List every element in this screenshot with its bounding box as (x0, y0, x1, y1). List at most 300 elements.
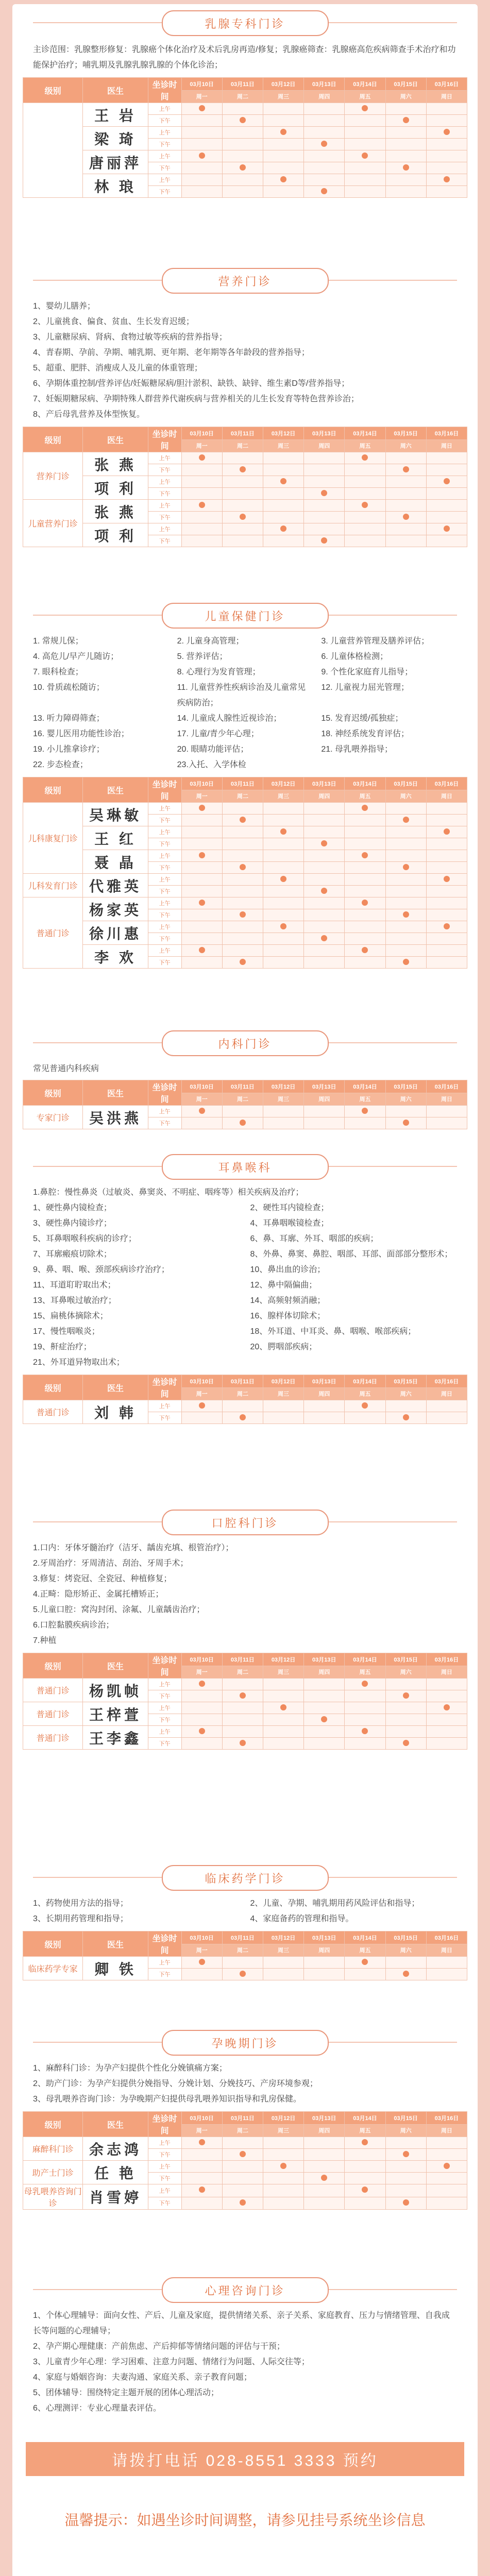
slot-cell (385, 945, 426, 957)
slot-cell[interactable] (426, 826, 467, 838)
list-item: 3.修复：烤瓷冠、全瓷冠、种植修复； (33, 1574, 172, 1583)
slot-cell[interactable] (304, 886, 345, 897)
slot-cell (222, 1400, 263, 1412)
slot-cell[interactable] (385, 1738, 426, 1750)
slot-cell (385, 1106, 426, 1117)
period-label: 上午 (148, 500, 181, 512)
list-item: 1.口内：牙体牙髓治疗（洁牙、龋齿充填、根管治疗）； (33, 1544, 234, 1552)
slot-cell (304, 1412, 345, 1424)
slot-cell[interactable] (385, 1412, 426, 1424)
col-head-doctor: 医生 (83, 427, 148, 452)
list-item: 15. 发育迟缓/孤独症； (321, 714, 403, 723)
available-dot-icon (362, 152, 368, 159)
doctor-name[interactable]: 王 红 (83, 826, 148, 850)
doctor-name[interactable]: 聂 晶 (83, 850, 148, 874)
slot-cell[interactable] (304, 838, 345, 850)
period-label: 下午 (148, 2197, 181, 2210)
slot-cell (181, 874, 222, 886)
slot-cell (263, 2197, 303, 2210)
date-header: 03月11日 (222, 2112, 263, 2125)
date-header: 03月11日 (222, 1653, 263, 1666)
slot-cell (304, 500, 345, 512)
slot-cell (426, 2197, 467, 2210)
slot-cell[interactable] (385, 815, 426, 826)
slot-cell[interactable] (385, 115, 426, 127)
weekday-header: 周一 (181, 2124, 222, 2137)
available-dot-icon (362, 2187, 368, 2193)
slot-cell[interactable] (345, 452, 385, 464)
slot-cell[interactable] (426, 523, 467, 535)
available-dot-icon (444, 2163, 450, 2169)
slot-cell[interactable] (181, 500, 222, 512)
schedule-grid (23, 427, 467, 547)
slot-cell (345, 886, 385, 897)
slot-cell (304, 897, 345, 909)
slot-cell (426, 535, 467, 547)
slot-cell[interactable] (263, 127, 303, 139)
slot-cell[interactable] (181, 1726, 222, 1738)
available-dot-icon (280, 176, 286, 182)
list-item: 4.正畸：隐形矫正、金属托槽矫正； (33, 1590, 164, 1599)
slot-cell[interactable] (263, 476, 303, 488)
item-list (12, 2308, 478, 2416)
available-dot-icon (280, 526, 286, 532)
doctor-name[interactable]: 梁 琦 (83, 127, 148, 150)
slot-cell[interactable] (222, 1412, 263, 1424)
available-dot-icon (280, 923, 286, 929)
doctor-name[interactable]: 王梓萱 (83, 1702, 148, 1726)
slot-cell[interactable] (385, 957, 426, 969)
available-dot-icon (280, 1704, 286, 1710)
list-item: 18、外耳道、中耳炎、鼻、咽喉、喉部疾病； (250, 1327, 416, 1336)
slot-cell[interactable] (345, 150, 385, 162)
slot-cell (426, 500, 467, 512)
slot-cell[interactable] (181, 1957, 222, 1969)
doctor-name[interactable]: 杨凯帧 (83, 1679, 148, 1702)
slot-cell[interactable] (181, 897, 222, 909)
doctor-name[interactable]: 肖雪婷 (83, 2184, 148, 2210)
slot-cell[interactable] (345, 1106, 385, 1117)
slot-cell[interactable] (385, 909, 426, 921)
slot-cell[interactable] (385, 1117, 426, 1129)
date-header: 03月15日 (385, 1375, 426, 1388)
slot-cell (222, 1726, 263, 1738)
slot-cell (345, 909, 385, 921)
doctor-name[interactable]: 刘 韩 (83, 1400, 148, 1424)
list-item: 1、硬性鼻内镜检查； (33, 1204, 112, 1212)
slot-cell[interactable] (345, 500, 385, 512)
slot-cell (385, 1400, 426, 1412)
date-header: 03月11日 (222, 78, 263, 91)
slot-cell (345, 115, 385, 127)
doctor-name[interactable]: 林 琅 (83, 174, 148, 198)
date-header: 03月11日 (222, 777, 263, 790)
slot-cell[interactable] (263, 921, 303, 933)
slot-cell[interactable] (222, 512, 263, 523)
slot-cell[interactable] (222, 1690, 263, 1702)
category-cell: 儿科发育门诊 (23, 874, 83, 897)
slot-cell[interactable] (304, 933, 345, 945)
slot-cell (263, 2173, 303, 2184)
slot-cell (263, 862, 303, 874)
slot-cell (304, 1957, 345, 1969)
list-item: 10、鼻出血的诊治； (250, 1265, 326, 1274)
slot-cell[interactable] (222, 1969, 263, 1980)
slot-cell (345, 933, 385, 945)
slot-cell[interactable] (181, 103, 222, 115)
slot-cell[interactable] (345, 897, 385, 909)
period-label: 下午 (148, 488, 181, 500)
slot-cell[interactable] (181, 2137, 222, 2149)
col-head-doctor: 医生 (83, 1080, 148, 1106)
slot-cell[interactable] (263, 174, 303, 186)
list-item: 17、慢性咽喉炎； (33, 1327, 100, 1336)
section-nutrition (12, 268, 478, 547)
slot-cell[interactable] (345, 1726, 385, 1738)
slot-cell[interactable] (385, 862, 426, 874)
slot-cell[interactable] (345, 1957, 385, 1969)
slot-cell (222, 127, 263, 139)
slot-cell (385, 933, 426, 945)
available-dot-icon (444, 478, 450, 484)
slot-cell[interactable] (426, 174, 467, 186)
period-label: 下午 (148, 186, 181, 198)
slot-cell[interactable] (222, 862, 263, 874)
available-dot-icon (362, 1108, 368, 1114)
available-dot-icon (403, 466, 409, 472)
slot-cell (385, 826, 426, 838)
slot-cell[interactable] (426, 1702, 467, 1714)
slot-cell[interactable] (345, 850, 385, 862)
date-header: 03月13日 (304, 777, 345, 790)
slot-cell[interactable] (385, 1969, 426, 1980)
slot-cell (426, 1738, 467, 1750)
slot-cell (426, 186, 467, 198)
available-dot-icon (199, 2187, 205, 2193)
doctor-name[interactable]: 项 利 (83, 523, 148, 547)
slot-cell (345, 838, 385, 850)
slot-cell[interactable] (222, 957, 263, 969)
list-item: 3、母乳喂养咨询门诊：为孕晚期产妇提供母乳喂养知识指导和乳房保健。 (33, 2095, 301, 2104)
doctor-name[interactable]: 任 艳 (83, 2161, 148, 2184)
date-header: 03月13日 (304, 427, 345, 440)
slot-cell (426, 1679, 467, 1690)
slot-cell[interactable] (181, 1679, 222, 1690)
slot-cell[interactable] (222, 162, 263, 174)
slot-cell (385, 523, 426, 535)
schedule-grid (23, 1375, 467, 1424)
slot-cell (181, 2149, 222, 2161)
slot-cell[interactable] (222, 464, 263, 476)
slot-cell (385, 2161, 426, 2173)
slot-cell (385, 886, 426, 897)
slot-cell[interactable] (345, 2184, 385, 2197)
available-dot-icon (280, 129, 286, 135)
slot-cell (426, 512, 467, 523)
section-psych (12, 2277, 478, 2416)
slot-cell[interactable] (181, 2184, 222, 2197)
category-cell: 儿科康复门诊 (23, 803, 83, 874)
period-label: 上午 (148, 1679, 181, 1690)
slot-cell[interactable] (385, 1690, 426, 1702)
list-item: 4、耳鼻咽喉镜检查； (250, 1219, 329, 1228)
available-dot-icon (444, 176, 450, 182)
slot-cell (304, 1106, 345, 1117)
slot-cell (222, 933, 263, 945)
period-label: 上午 (148, 523, 181, 535)
slot-cell[interactable] (426, 476, 467, 488)
slot-cell[interactable] (222, 2149, 263, 2161)
date-header: 03月15日 (385, 1931, 426, 1944)
slot-cell (304, 1738, 345, 1750)
weekday-header: 周三 (263, 1666, 303, 1679)
period-label: 上午 (148, 1400, 181, 1412)
slot-cell[interactable] (345, 803, 385, 815)
doctor-name[interactable]: 项 利 (83, 476, 148, 500)
weekday-header: 周二 (222, 90, 263, 103)
slot-cell[interactable] (304, 139, 345, 150)
available-dot-icon (199, 1728, 205, 1734)
date-header: 03月11日 (222, 1080, 263, 1093)
slot-cell (222, 874, 263, 886)
slot-cell (222, 500, 263, 512)
slot-cell (222, 150, 263, 162)
category-cell: 普通门诊 (23, 1726, 83, 1750)
doctor-name[interactable]: 张 燕 (83, 500, 148, 523)
slot-cell (222, 2161, 263, 2173)
weekday-header: 周二 (222, 2124, 263, 2137)
slot-cell (345, 512, 385, 523)
slot-cell (222, 838, 263, 850)
weekday-header: 周四 (304, 2124, 345, 2137)
weekday-header: 周三 (263, 790, 303, 803)
period-label: 下午 (148, 815, 181, 826)
slot-cell (263, 957, 303, 969)
list-item: 5.儿童口腔：窝沟封闭、涂氟、儿童龋齿治疗； (33, 1605, 205, 1614)
weekday-header: 周一 (181, 790, 222, 803)
category-cell (23, 103, 83, 198)
weekday-header: 周五 (345, 1093, 385, 1106)
slot-cell[interactable] (263, 523, 303, 535)
item-list (12, 1540, 478, 1649)
date-header: 03月16日 (426, 427, 467, 440)
slot-cell (181, 464, 222, 476)
list-item: 4. 高危儿/早产儿随访； (33, 652, 119, 661)
list-item: 8、产后母乳营养及体型恢复。 (33, 410, 145, 419)
slot-cell (304, 2137, 345, 2149)
slot-cell[interactable] (426, 874, 467, 886)
list-item: 20. 眼睛功能评估； (177, 745, 249, 754)
date-header: 03月16日 (426, 1653, 467, 1666)
slot-cell[interactable] (222, 1117, 263, 1129)
slot-cell[interactable] (222, 115, 263, 127)
slot-cell (304, 945, 345, 957)
date-header: 03月10日 (181, 1653, 222, 1666)
slot-cell (304, 452, 345, 464)
doctor-name[interactable]: 王李鑫 (83, 1726, 148, 1750)
available-dot-icon (403, 2199, 409, 2206)
slot-cell (345, 1412, 385, 1424)
period-label: 下午 (148, 535, 181, 547)
list-item: 7. 眼科检查； (33, 668, 83, 676)
period-label: 下午 (148, 1969, 181, 1980)
slot-cell[interactable] (304, 1714, 345, 1726)
available-dot-icon (280, 478, 286, 484)
weekday-header: 周二 (222, 1666, 263, 1679)
date-header: 03月11日 (222, 427, 263, 440)
slot-cell[interactable] (263, 874, 303, 886)
slot-cell (181, 1702, 222, 1714)
weekday-header: 周二 (222, 1944, 263, 1957)
period-label: 上午 (148, 2137, 181, 2149)
slot-cell[interactable] (426, 127, 467, 139)
slot-cell (385, 500, 426, 512)
item-list (12, 634, 478, 773)
slot-cell[interactable] (385, 2149, 426, 2161)
slot-cell (345, 1702, 385, 1714)
slot-cell (263, 150, 303, 162)
slot-cell[interactable] (222, 1738, 263, 1750)
slot-cell[interactable] (181, 452, 222, 464)
slot-cell (385, 850, 426, 862)
period-label: 上午 (148, 174, 181, 186)
weekday-header: 周五 (345, 1944, 385, 1957)
slot-cell[interactable] (222, 909, 263, 921)
slot-cell (263, 535, 303, 547)
slot-cell[interactable] (222, 815, 263, 826)
slot-cell (345, 1690, 385, 1702)
slot-cell[interactable] (345, 1400, 385, 1412)
slot-cell[interactable] (426, 2161, 467, 2173)
weekday-header: 周日 (426, 90, 467, 103)
slot-cell (426, 945, 467, 957)
list-item: 2、儿童挑食、偏食、贫血、生长发育迟缓； (33, 317, 194, 326)
slot-cell (222, 523, 263, 535)
slot-cell (263, 500, 303, 512)
slot-cell (426, 850, 467, 862)
weekday-header: 周六 (385, 439, 426, 452)
slot-cell[interactable] (385, 464, 426, 476)
slot-cell (263, 2137, 303, 2149)
col-head-time: 坐诊时间 (148, 78, 181, 103)
slot-cell (263, 103, 303, 115)
doctor-name[interactable]: 张 燕 (83, 452, 148, 476)
slot-cell[interactable] (385, 2197, 426, 2210)
period-label: 上午 (148, 103, 181, 115)
weekday-header: 周日 (426, 2124, 467, 2137)
slot-cell[interactable] (263, 2161, 303, 2173)
slot-cell (426, 464, 467, 476)
slot-cell[interactable] (263, 826, 303, 838)
item-list (12, 299, 478, 422)
doctor-name[interactable]: 吴琳敏 (83, 803, 148, 826)
date-header: 03月15日 (385, 2112, 426, 2125)
col-head-category: 级别 (23, 1375, 83, 1400)
slot-cell (304, 476, 345, 488)
doctor-name[interactable]: 李 欢 (83, 945, 148, 969)
col-head-doctor: 医生 (83, 777, 148, 803)
doctor-name[interactable]: 徐川惠 (83, 921, 148, 945)
phone-booking-bar[interactable]: 请拨打电话 028-8551 3333 预约 (26, 2442, 464, 2476)
slot-cell[interactable] (222, 2197, 263, 2210)
weekday-header: 周日 (426, 1666, 467, 1679)
slot-cell[interactable] (181, 1106, 222, 1117)
weekday-header: 周一 (181, 1093, 222, 1106)
date-header: 03月12日 (263, 1931, 303, 1944)
available-dot-icon (403, 911, 409, 918)
slot-cell (304, 1679, 345, 1690)
slot-cell[interactable] (304, 2173, 345, 2184)
slot-cell[interactable] (385, 162, 426, 174)
list-item: 21、外耳道异物取出术； (33, 1358, 125, 1367)
period-label: 下午 (148, 2149, 181, 2161)
slot-cell[interactable] (304, 186, 345, 198)
available-dot-icon (362, 805, 368, 811)
slot-cell[interactable] (385, 512, 426, 523)
weekday-header: 周日 (426, 439, 467, 452)
slot-cell (222, 826, 263, 838)
slot-cell[interactable] (181, 850, 222, 862)
doctor-name[interactable]: 代雅英 (83, 874, 148, 897)
slot-cell[interactable] (345, 945, 385, 957)
weekday-header: 周四 (304, 1944, 345, 1957)
slot-cell (426, 1117, 467, 1129)
slot-cell[interactable] (345, 1679, 385, 1690)
list-item: 1、麻醉科门诊：为孕产妇提供个性化分娩镇痛方案； (33, 2064, 227, 2073)
slot-cell (181, 826, 222, 838)
list-item: 7.种植 (33, 1636, 57, 1645)
doctor-name[interactable]: 唐丽萍 (83, 150, 148, 174)
doctor-name[interactable]: 王 岩 (83, 103, 148, 127)
slot-cell (263, 803, 303, 815)
list-item: 5、团体辅导：围绕特定主题开展的团体心理活动； (33, 2388, 219, 2397)
slot-cell (345, 2173, 385, 2184)
list-item: 6、鼻、耳廓、外耳、咽部的疾病； (250, 1234, 379, 1243)
slot-cell[interactable] (181, 1400, 222, 1412)
slot-cell (304, 815, 345, 826)
available-dot-icon (240, 514, 246, 520)
doctor-name[interactable]: 余志鸿 (83, 2137, 148, 2161)
slot-cell[interactable] (181, 803, 222, 815)
slot-cell[interactable] (426, 921, 467, 933)
slot-cell[interactable] (304, 488, 345, 500)
section-title: 临床药学门诊 (162, 1865, 329, 1891)
period-label: 下午 (148, 957, 181, 969)
doctor-name[interactable]: 卿 铁 (83, 1957, 148, 1980)
doctor-name[interactable]: 吴洪燕 (83, 1106, 148, 1129)
slot-cell (181, 909, 222, 921)
slot-cell[interactable] (181, 150, 222, 162)
available-dot-icon (199, 2139, 205, 2145)
list-item: 5、耳鼻咽喉科疾病的诊疗； (33, 1234, 137, 1243)
list-item: 11. 儿童营养性疾病诊治及儿童常见疾病防治； (177, 683, 306, 707)
list-item: 6. 儿童体格检测； (321, 652, 388, 661)
slot-cell[interactable] (345, 2137, 385, 2149)
slot-cell[interactable] (263, 1702, 303, 1714)
slot-cell (181, 162, 222, 174)
slot-cell (181, 115, 222, 127)
date-header: 03月14日 (345, 427, 385, 440)
weekday-header: 周四 (304, 439, 345, 452)
slot-cell (222, 1714, 263, 1726)
slot-cell[interactable] (304, 535, 345, 547)
doctor-name[interactable]: 杨家英 (83, 897, 148, 921)
slot-cell[interactable] (345, 103, 385, 115)
slot-cell (345, 1969, 385, 1980)
slot-cell[interactable] (181, 945, 222, 957)
slot-cell (304, 2184, 345, 2197)
category-cell: 临床药学专家 (23, 1957, 83, 1980)
